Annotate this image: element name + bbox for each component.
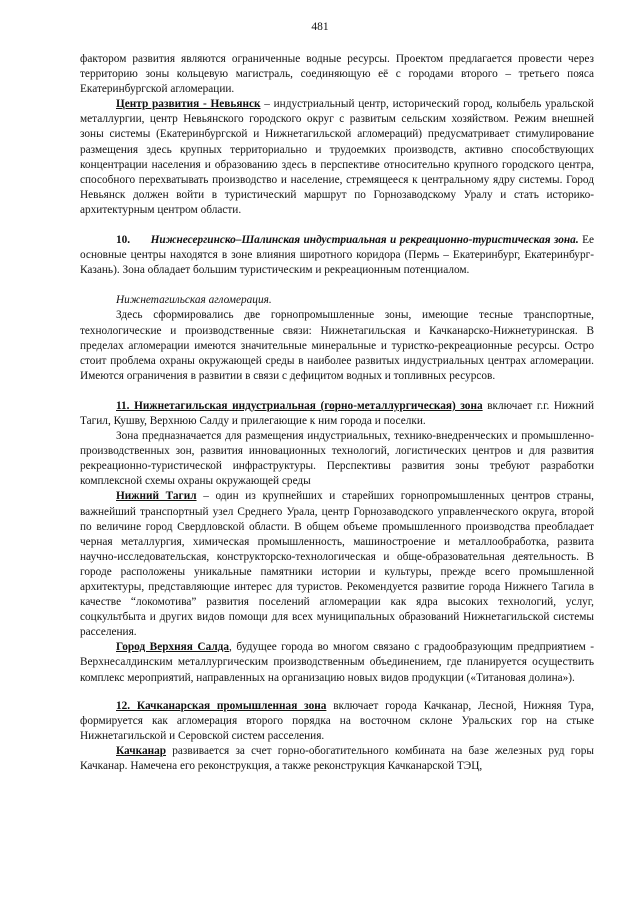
ntagil-paragraph bbox=[80, 489, 594, 640]
vsalda-title: Город Верхняя Салда bbox=[116, 641, 230, 654]
zone11-paragraph-2: Зона предназначается для размещения индустриальных, технико-внедренческих и промышленно-производственных зон, развития инновационных технологий, логистических центров и для развития рекреационно-туристической инфраструктуры. Перспективы развития зоны требуют разработки комплексной схемы охраны окружающей среды bbox=[80, 430, 594, 488]
kachkanar-text: развивается за счет горно-обогатительного комбината на базе железных руд горы Качканар. Намечена его реконструкция, а также реконструкция Качканарской ТЭЦ, bbox=[80, 744, 594, 773]
nevyansk-title: Центр развития - Невьянск bbox=[116, 98, 261, 111]
ntagil-title: Нижний Тагил bbox=[116, 490, 197, 503]
ntagil-agglo-paragraph: Здесь сформировались две горнопромышленные зоны, имеющие тесные транспортные, технологические и производственные связи: Нижнетагильская и Качканарско-Нижнетуринская. В пределах агломерации имеются значительные минеральные и туристко-рекреационные ресурсы. Остро стоит проблема охраны окружающей среды в наиболее развитых индустриальных центрах агломерации. Имеются ограничения в развитии в связи с дефицитом водных и топливных ресурсов. bbox=[80, 309, 594, 382]
vsalda-text: , будущее города во многом связано с градообразующим предприятием - Верхнесалдинским металлургическим производственным объединением, где планируется осуществить комплекс мероприятий, направленных на организацию новых видов продукции («Титановая долина»). bbox=[80, 641, 594, 684]
zone12-title: 12. Качканарская промышленная зона bbox=[116, 699, 327, 712]
page-number: 481 bbox=[311, 21, 329, 33]
vsalda-paragraph bbox=[80, 640, 594, 685]
zone11-paragraph bbox=[80, 399, 594, 429]
zone10-paragraph bbox=[80, 233, 594, 278]
intro-paragraph: фактором развития являются ограниченные водные ресурсы. Проектом предлагается провести через территорию зоны кольцевую магистраль, соединяющую её с городами второго – третьего пояса Екатеринбургской агломерации. bbox=[80, 53, 594, 96]
zone11-text: включает г.г. Нижний Тагил, Кушву, Верхнюю Салду и прилегающие к ним города и поселки. bbox=[80, 399, 594, 427]
zone11-title: 11. Нижнетагильская индустриальная (горно-металлургическая) зона bbox=[116, 399, 483, 412]
zone10-title: Нижнесергинско–Шалинская индустриальная и рекреационно-туристическая зона. bbox=[150, 234, 579, 247]
nevyansk-paragraph bbox=[80, 97, 594, 218]
zone10-number: 10. bbox=[116, 234, 131, 247]
nevyansk-text: – индустриальный центр, исторический город, колыбель уральской металлургии, центр Невьянского городского округ с развитым сельским хозяйством. Режим внешней зоны системы (Екатеринбургской и Нижнетагильской агломераций) предусматривает стимулирование размещения здесь крупных территориально и трудоемких производств, активно способствующих концентрации населения и образованию здесь в перспективе относительно крупного городского центра, способного перехватывать производство и население, стремящееся к центральному ядру системы. Город Невьянск должен войти в туристический маршрут по Горнозаводскому Уралу и стать историко-архитектурным центром области. bbox=[80, 98, 594, 216]
kachkanar-title: Качканар bbox=[116, 744, 167, 757]
ntagil-agglo-heading: Нижнетагильская агломерация. bbox=[116, 294, 272, 307]
zone12-paragraph bbox=[80, 699, 594, 744]
zone12-text: включает города Качканар, Лесной, Нижняя Тура, формируется как агломерация второго порядка на восточном склоне Уральских гор на стыке Нижнетагильской и Серовской систем расселения. bbox=[80, 699, 594, 742]
zone10-text: Ее основные центры находятся в зоне влияния широтного коридора (Пермь – Екатеринбург, Екатеринбург-Казань). Зона обладает большим туристическим и рекреационным потенциалом. bbox=[80, 234, 594, 277]
page-body bbox=[80, 52, 594, 774]
kachkanar-paragraph bbox=[80, 744, 594, 774]
ntagil-text: – один из крупнейших и старейших горнопромышленных центров страны, важнейший транспортный узел Среднего Урала, центр Горнозаводского управленческого округа, второй по величине город Свердловской области. В общем объеме промышленного производства преобладает черная металлургия, химическая промышленность, машиностроение и металлообработка, развита научно-исследовательская, конструкторско-технологическая и обще-образовательная деятельность. В городе расположены уникальные памятники истории и культуры, прежде всего промышленной архитектуры, представляющие интерес для туристов. Рекомендуется развитие города Нижнего Тагила в качестве “локомотива” развития поселений агломерации как ядра высоких технологий, услуг, соцкультбыта и других видов помощи для всех муниципальных образований Нижнетагильской системы расселения. bbox=[80, 490, 595, 639]
